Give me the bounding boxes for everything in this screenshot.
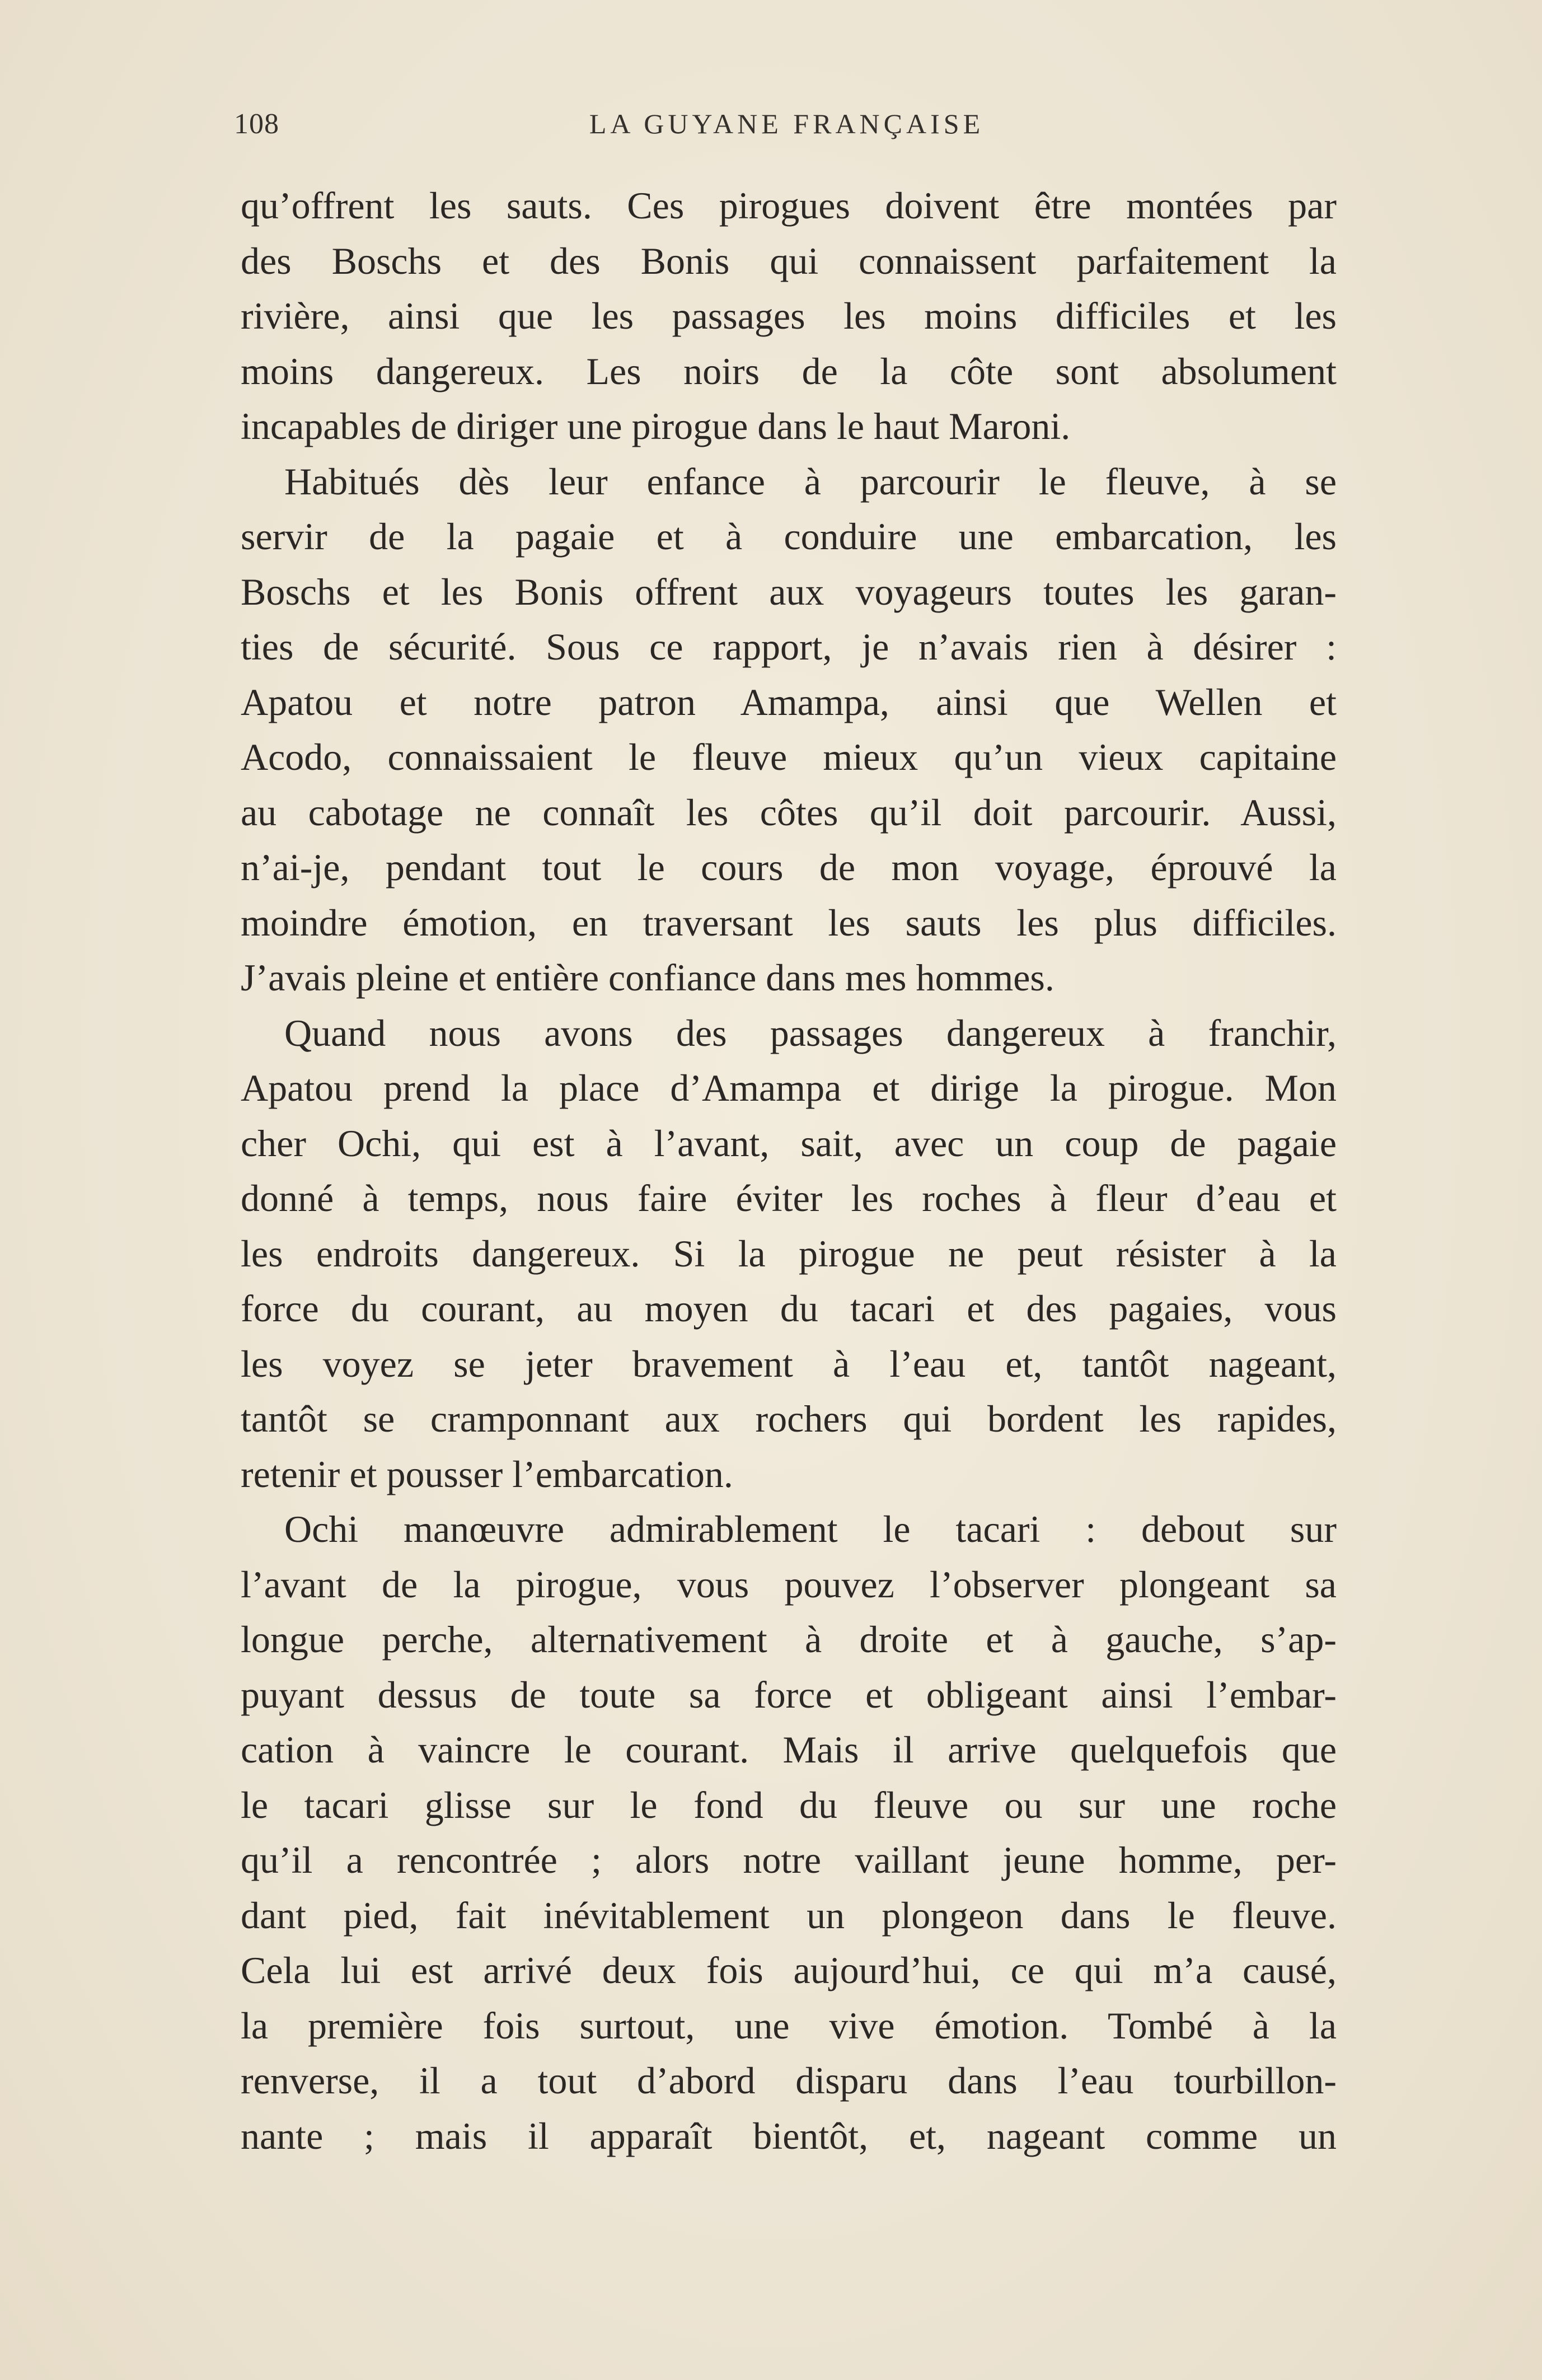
text-line: la première fois surtout, une vive émotion. Tombé à la xyxy=(241,2004,1337,2047)
running-title: LA GUYANE FRANÇAISE xyxy=(589,108,985,139)
text-line: servir de la pagaie et à conduire une embarcation, les xyxy=(241,515,1337,558)
text-line: dant pied, fait inévitablement un plongeon dans le fleuve. xyxy=(241,1893,1337,1937)
text-line: le tacari glisse sur le fond du fleuve ou sur une roche xyxy=(241,1783,1337,1826)
text-line: qu’offrent les sauts. Ces pirogues doivent être montées par xyxy=(241,184,1337,227)
text-line: Apatou prend la place d’Amampa et dirige la pirogue. Mon xyxy=(241,1067,1337,1109)
text-line: force du courant, au moyen du tacari et des pagaies, vous xyxy=(241,1287,1337,1330)
text-line: Boschs et les Bonis offrent aux voyageurs toutes les garan- xyxy=(241,570,1337,613)
text-line: nante ; mais il apparaît bientôt, et, nageant comme un xyxy=(241,2114,1337,2157)
text-line: au cabotage ne connaît les côtes qu’il doit parcourir. Aussi, xyxy=(241,791,1337,834)
text-line: longue perche, alternativement à droite et à gauche, s’ap- xyxy=(241,1618,1337,1661)
text-line: Apatou et notre patron Amampa, ainsi que Wellen et xyxy=(241,680,1337,723)
text-line: donné à temps, nous faire éviter les roches à fleur d’eau et xyxy=(241,1177,1337,1219)
paragraph-start-line: Quand nous avons des passages dangereux à franchir, xyxy=(284,1011,1337,1054)
text-line: cher Ochi, qui est à l’avant, sait, avec un coup de pagaie xyxy=(241,1121,1337,1165)
text-line: l’avant de la pirogue, vous pouvez l’observer plongeant sa xyxy=(241,1563,1337,1606)
text-line: rivière, ainsi que les passages les moins difficiles et les xyxy=(241,294,1337,337)
body-text xyxy=(241,178,1337,2163)
text-line: des Boschs et des Bonis qui connaissent parfaitement la xyxy=(241,239,1337,282)
text-line: J’avais pleine et entière confiance dans mes hommes. xyxy=(241,956,1054,999)
text-line: incapables de diriger une pirogue dans le haut Maroni. xyxy=(241,405,1071,447)
text-line: ties de sécurité. Sous ce rapport, je n’avais rien à désirer : xyxy=(241,625,1337,668)
page-number: 108 xyxy=(234,108,279,140)
paragraph-start-line: Habitués dès leur enfance à parcourir le fleuve, à se xyxy=(284,460,1337,503)
text-line: renverse, il a tout d’abord disparu dans l’eau tourbillon- xyxy=(241,2059,1337,2102)
text-line: tantôt se cramponnant aux rochers qui bordent les rapides, xyxy=(241,1397,1337,1440)
text-line: moindre émotion, en traversant les sauts les plus difficiles. xyxy=(241,901,1337,944)
text-line: Acodo, connaissaient le fleuve mieux qu’un vieux capitaine xyxy=(241,736,1337,778)
text-line: les voyez se jeter bravement à l’eau et, tantôt nageant, xyxy=(241,1342,1337,1385)
text-line: n’ai-je, pendant tout le cours de mon voyage, éprouvé la xyxy=(241,846,1337,889)
page-header xyxy=(234,107,1339,147)
text-line: Cela lui est arrivé deux fois aujourd’hui, ce qui m’a causé, xyxy=(241,1949,1337,1991)
text-line: qu’il a rencontrée ; alors notre vaillant jeune homme, per- xyxy=(241,1839,1337,1881)
text-line: retenir et pousser l’embarcation. xyxy=(241,1452,733,1495)
text-line: cation à vaincre le courant. Mais il arrive quelquefois que xyxy=(241,1728,1337,1771)
text-line: les endroits dangereux. Si la pirogue ne peut résister à la xyxy=(241,1232,1337,1275)
text-line: puyant dessus de toute sa force et obligeant ainsi l’embar- xyxy=(241,1673,1337,1716)
text-line: moins dangereux. Les noirs de la côte sont absolument xyxy=(241,349,1337,392)
paragraph-start-line: Ochi manœuvre admirablement le tacari : debout sur xyxy=(284,1508,1337,1550)
